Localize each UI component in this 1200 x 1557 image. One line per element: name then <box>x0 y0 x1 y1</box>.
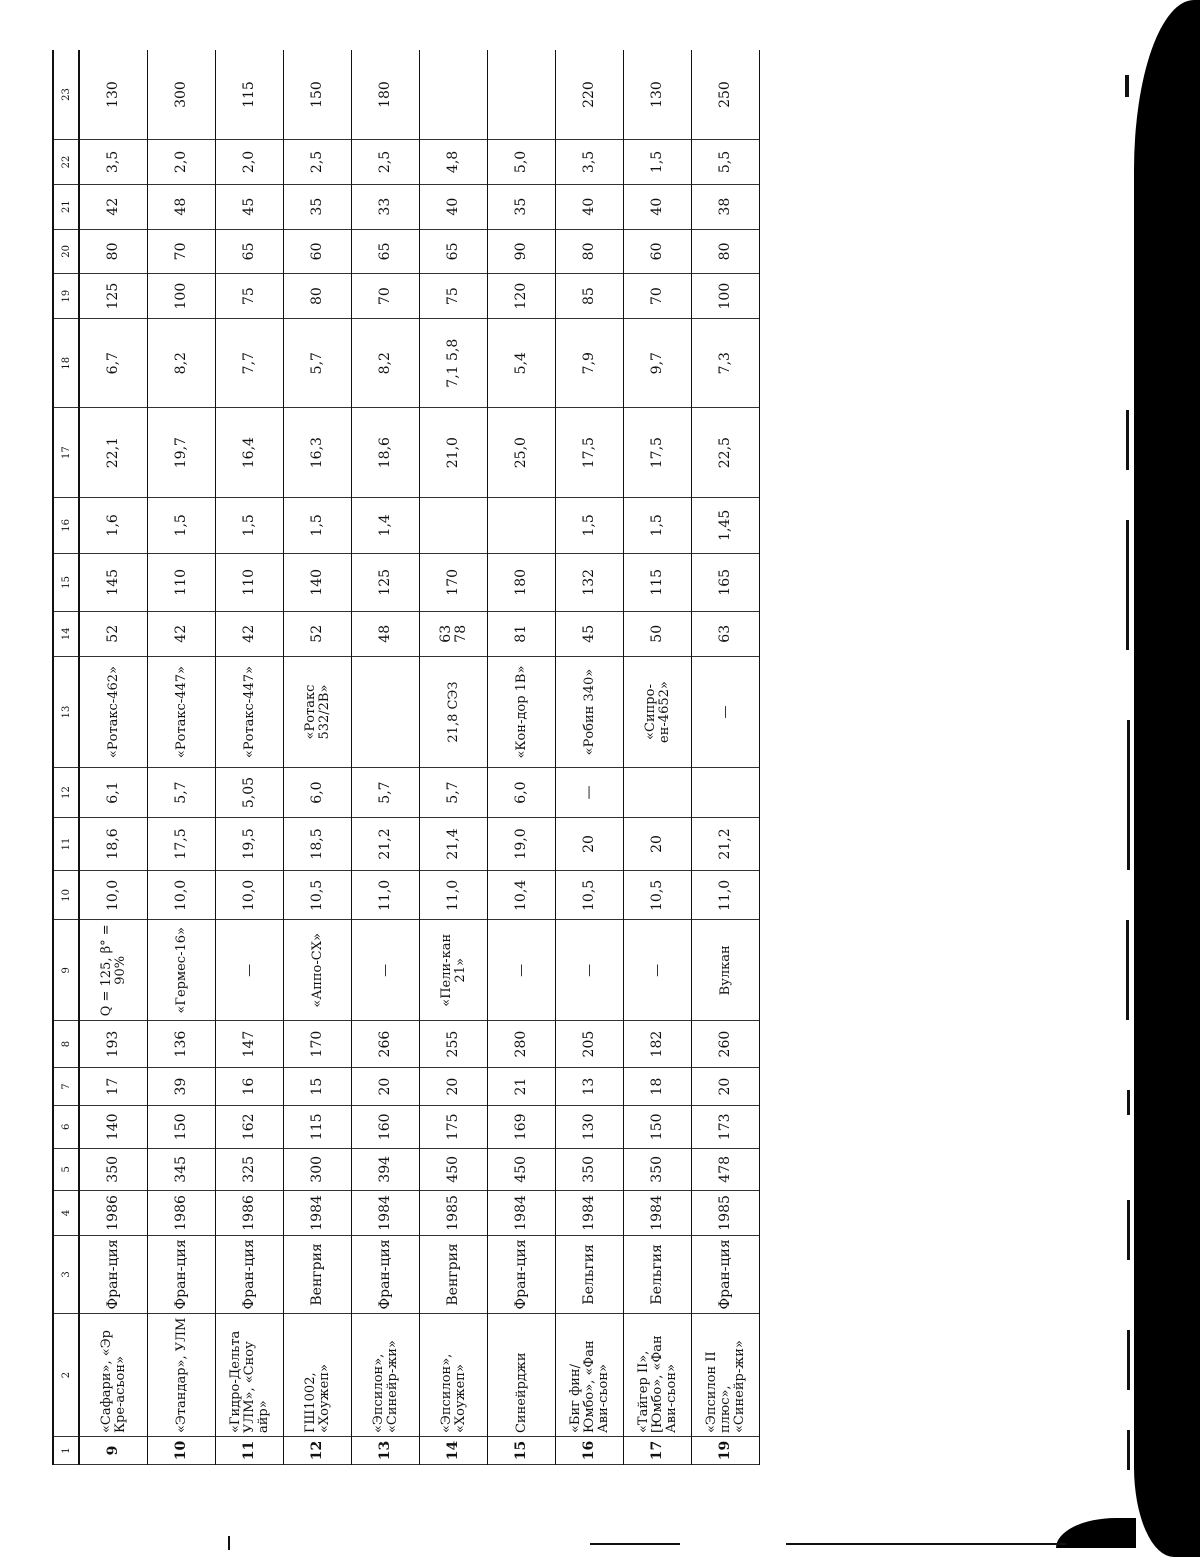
table-cell: 173 <box>692 1106 760 1148</box>
table-cell: Вулкан <box>692 920 760 1021</box>
table-cell: 6,1 <box>79 768 148 817</box>
table-cell: 18 <box>624 1068 692 1106</box>
table-cell: 170 <box>420 553 488 611</box>
table-cell: 1984 <box>284 1191 352 1236</box>
row-number-cell: 15 <box>488 1437 556 1465</box>
table-cell: 1984 <box>488 1191 556 1236</box>
table-cell: 45 <box>556 611 624 656</box>
table-cell: «Кон-дор 1В» <box>488 656 556 768</box>
table-cell: 65 <box>352 229 420 274</box>
table-cell: 40 <box>420 184 488 229</box>
table-cell: 193 <box>79 1021 148 1068</box>
table-cell: Фран-ция <box>216 1235 284 1313</box>
table-cell: «Гермес-16» <box>148 920 216 1021</box>
table-cell <box>352 656 420 768</box>
table-cell: 5,7 <box>420 768 488 817</box>
rotated-table <box>52 50 882 1465</box>
column-header: 16 <box>53 497 79 553</box>
table-cell: 48 <box>352 611 420 656</box>
table-cell: 20 <box>556 817 624 871</box>
table-cell: — <box>216 920 284 1021</box>
table-cell: 7,7 <box>216 318 284 407</box>
table-cell: 150 <box>284 50 352 140</box>
table-cell: 10,0 <box>79 871 148 920</box>
table-cell: 50 <box>624 611 692 656</box>
table-cell: 130 <box>624 50 692 140</box>
table-cell: 52 <box>284 611 352 656</box>
table-cell: 10,0 <box>216 871 284 920</box>
table-cell: 65 <box>216 229 284 274</box>
table-cell: 21,0 <box>420 408 488 497</box>
table-cell: — <box>352 920 420 1021</box>
table-cell: 125 <box>352 553 420 611</box>
table-cell: 125 <box>79 274 148 319</box>
table-cell: 22,1 <box>79 408 148 497</box>
table-cell: 450 <box>420 1148 488 1190</box>
row-number-cell: 17 <box>624 1437 692 1465</box>
table-cell: 15 <box>284 1068 352 1106</box>
table-cell: 169 <box>488 1106 556 1148</box>
row-number-cell: 10 <box>148 1437 216 1465</box>
table-cell: 1984 <box>556 1191 624 1236</box>
table-cell: 20 <box>420 1068 488 1106</box>
table-cell: 65 <box>420 229 488 274</box>
row-number-cell: 11 <box>216 1437 284 1465</box>
table-cell: 350 <box>556 1148 624 1190</box>
table-cell: 130 <box>79 50 148 140</box>
row-number-cell: 14 <box>420 1437 488 1465</box>
column-number-row <box>53 50 79 1465</box>
table-cell: 150 <box>624 1106 692 1148</box>
table-cell: 260 <box>692 1021 760 1068</box>
table-cell: 1986 <box>216 1191 284 1236</box>
table-cell: 180 <box>488 553 556 611</box>
table-row <box>624 50 692 1465</box>
table-cell: 18,6 <box>352 408 420 497</box>
table-cell: 180 <box>352 50 420 140</box>
scan-mark <box>1125 75 1129 97</box>
column-header: 21 <box>53 184 79 229</box>
table-cell: 6,0 <box>488 768 556 817</box>
table-cell: 25,0 <box>488 408 556 497</box>
table-cell: 17,5 <box>624 408 692 497</box>
table-cell: 2,0 <box>216 140 284 185</box>
table-cell: 42 <box>148 611 216 656</box>
column-header: 15 <box>53 553 79 611</box>
table-row <box>148 50 216 1465</box>
table-cell: 3,5 <box>556 140 624 185</box>
table-cell: 162 <box>216 1106 284 1148</box>
row-number-cell: 9 <box>79 1437 148 1465</box>
table-cell: 80 <box>556 229 624 274</box>
table-cell: 1,5 <box>148 497 216 553</box>
table-row <box>79 50 148 1465</box>
column-header: 6 <box>53 1106 79 1148</box>
table-cell: «Сипро-ен-4652» <box>624 656 692 768</box>
table-cell: 90 <box>488 229 556 274</box>
table-cell: 42 <box>79 184 148 229</box>
column-header: 5 <box>53 1148 79 1190</box>
table-cell: 60 <box>624 229 692 274</box>
table-cell: 17,5 <box>148 817 216 871</box>
column-header: 1 <box>53 1437 79 1465</box>
table-cell: 5,0 <box>488 140 556 185</box>
scan-mark <box>1126 520 1129 650</box>
table-cell: 136 <box>148 1021 216 1068</box>
aircraft-name-cell: «Сафари», «Эр Кре-асьон» <box>79 1314 148 1437</box>
table-body <box>53 50 760 1465</box>
table-cell: 85 <box>556 274 624 319</box>
table-row <box>352 50 420 1465</box>
table-cell: 1,5 <box>624 140 692 185</box>
table-cell: 11,0 <box>352 871 420 920</box>
table-cell: 75 <box>420 274 488 319</box>
scan-mark <box>1127 1430 1130 1470</box>
table-cell: 40 <box>624 184 692 229</box>
scan-mark <box>590 1543 680 1545</box>
column-header: 4 <box>53 1191 79 1236</box>
table-cell: 205 <box>556 1021 624 1068</box>
table-cell: 80 <box>284 274 352 319</box>
table-cell: 17,5 <box>556 408 624 497</box>
table-cell: «Ротакс-447» <box>216 656 284 768</box>
table-cell: 300 <box>148 50 216 140</box>
table-cell: 1,5 <box>624 497 692 553</box>
table-cell: 52 <box>79 611 148 656</box>
table-cell: 33 <box>352 184 420 229</box>
table-cell: 7,3 <box>692 318 760 407</box>
table-cell: 10,5 <box>556 871 624 920</box>
table-cell: 8,2 <box>148 318 216 407</box>
row-number-cell: 19 <box>692 1437 760 1465</box>
table-cell: 145 <box>79 553 148 611</box>
aircraft-name-cell: Синейрджи <box>488 1314 556 1437</box>
table-cell: 39 <box>148 1068 216 1106</box>
table-cell: 10,5 <box>624 871 692 920</box>
table-cell: 175 <box>420 1106 488 1148</box>
table-cell: — <box>488 920 556 1021</box>
table-cell: 100 <box>148 274 216 319</box>
table-cell <box>692 768 760 817</box>
table-cell: 1986 <box>148 1191 216 1236</box>
table-cell: 300 <box>284 1148 352 1190</box>
table-cell: 5,7 <box>352 768 420 817</box>
scanned-page-edge <box>1134 0 1200 1557</box>
table-cell: 19,0 <box>488 817 556 871</box>
scan-mark <box>1127 720 1130 870</box>
table-cell: 5,7 <box>284 318 352 407</box>
scan-mark <box>1126 920 1129 1020</box>
column-header: 12 <box>53 768 79 817</box>
column-header: 8 <box>53 1021 79 1068</box>
table-cell: 266 <box>352 1021 420 1068</box>
table-cell: 21,2 <box>352 817 420 871</box>
table-cell: 132 <box>556 553 624 611</box>
table-cell: — <box>624 920 692 1021</box>
table-cell <box>420 497 488 553</box>
table-cell <box>420 50 488 140</box>
table-cell: 1,5 <box>556 497 624 553</box>
column-header: 20 <box>53 229 79 274</box>
table-cell: Бельгия <box>624 1235 692 1313</box>
table-cell: 140 <box>79 1106 148 1148</box>
table-cell: — <box>556 768 624 817</box>
table-cell: 115 <box>216 50 284 140</box>
table-cell: 6,0 <box>284 768 352 817</box>
table-cell: «Аппо-СХ» <box>284 920 352 1021</box>
table-cell: 5,05 <box>216 768 284 817</box>
aircraft-name-cell: «Этандар», УЛМ <box>148 1314 216 1437</box>
scan-mark <box>1127 1330 1130 1390</box>
column-header: 9 <box>53 920 79 1021</box>
scan-mark <box>228 1536 230 1550</box>
column-header: 2 <box>53 1314 79 1437</box>
table-cell: «Робин 340» <box>556 656 624 768</box>
scan-mark <box>1127 1090 1130 1115</box>
table-cell: 7,9 <box>556 318 624 407</box>
table-cell: 255 <box>420 1021 488 1068</box>
table-row <box>692 50 760 1465</box>
table-cell: 350 <box>79 1148 148 1190</box>
table-cell: 7,1 5,8 <box>420 318 488 407</box>
table-cell: 2,5 <box>284 140 352 185</box>
table-row <box>488 50 556 1465</box>
table-cell: 345 <box>148 1148 216 1190</box>
table-cell: 1984 <box>624 1191 692 1236</box>
table-cell <box>488 497 556 553</box>
table-cell: 1986 <box>79 1191 148 1236</box>
table-cell: 5,7 <box>148 768 216 817</box>
table-cell: 110 <box>148 553 216 611</box>
table-cell: 40 <box>556 184 624 229</box>
table-cell: 9,7 <box>624 318 692 407</box>
table-cell: — <box>692 656 760 768</box>
column-header: 22 <box>53 140 79 185</box>
aircraft-name-cell: ГШ1002, «Хоужеп» <box>284 1314 352 1437</box>
table-cell: 140 <box>284 553 352 611</box>
table-cell: 81 <box>488 611 556 656</box>
table-cell: 21,4 <box>420 817 488 871</box>
table-cell: Венгрия <box>284 1235 352 1313</box>
table-cell: 394 <box>352 1148 420 1190</box>
table-cell: 110 <box>216 553 284 611</box>
aircraft-name-cell: «Биг фин/Юмбо», «Фан Ави-сьон» <box>556 1314 624 1437</box>
scan-mark <box>1126 410 1129 470</box>
table-cell: 17 <box>79 1068 148 1106</box>
table-cell: 478 <box>692 1148 760 1190</box>
table-cell: 115 <box>624 553 692 611</box>
table-cell: 1985 <box>420 1191 488 1236</box>
table-cell: 20 <box>352 1068 420 1106</box>
table-cell: 1,5 <box>216 497 284 553</box>
table-cell: 10,0 <box>148 871 216 920</box>
aircraft-name-cell: «Тайгер II», [Юмбо», «Фан Ави-сьон» <box>624 1314 692 1437</box>
table-cell: 115 <box>284 1106 352 1148</box>
table-row <box>284 50 352 1465</box>
table-cell: 80 <box>692 229 760 274</box>
table-cell: 182 <box>624 1021 692 1068</box>
table-cell: 75 <box>216 274 284 319</box>
table-cell: 80 <box>79 229 148 274</box>
table-cell: 5,5 <box>692 140 760 185</box>
table-cell: 18,6 <box>79 817 148 871</box>
column-header: 7 <box>53 1068 79 1106</box>
table-cell: 165 <box>692 553 760 611</box>
table-cell: 130 <box>556 1106 624 1148</box>
table-cell: Венгрия <box>420 1235 488 1313</box>
table-cell: 450 <box>488 1148 556 1190</box>
table-cell: 160 <box>352 1106 420 1148</box>
table-cell: 1,5 <box>284 497 352 553</box>
table-cell: 13 <box>556 1068 624 1106</box>
table-cell: 1985 <box>692 1191 760 1236</box>
table-cell: 280 <box>488 1021 556 1068</box>
table-cell: Бельгия <box>556 1235 624 1313</box>
table-row <box>420 50 488 1465</box>
table-cell: 70 <box>148 229 216 274</box>
table-cell: 150 <box>148 1106 216 1148</box>
table-cell: 147 <box>216 1021 284 1068</box>
table-cell: 16 <box>216 1068 284 1106</box>
aircraft-name-cell: «Эпсилон», «Синейр-жи» <box>352 1314 420 1437</box>
scan-mark <box>1127 1200 1130 1260</box>
column-header: 13 <box>53 656 79 768</box>
table-cell: «Ротакс-462» <box>79 656 148 768</box>
table-cell: 120 <box>488 274 556 319</box>
aircraft-name-cell: «Гидро-Дельта УЛМ», «Сноу айр» <box>216 1314 284 1437</box>
table-cell: 3,5 <box>79 140 148 185</box>
table-cell: 16,3 <box>284 408 352 497</box>
scan-mark <box>786 1543 1066 1545</box>
table-cell: Фран-ция <box>148 1235 216 1313</box>
table-cell: 21,8 СЭЗ <box>420 656 488 768</box>
scanned-page-edge-corner <box>1056 1518 1136 1548</box>
column-header: 19 <box>53 274 79 319</box>
table-cell: 10,4 <box>488 871 556 920</box>
table-cell: 11,0 <box>692 871 760 920</box>
table-cell: 1984 <box>352 1191 420 1236</box>
table-cell: 48 <box>148 184 216 229</box>
table-cell: 100 <box>692 274 760 319</box>
table-cell: 8,2 <box>352 318 420 407</box>
table-cell: 2,0 <box>148 140 216 185</box>
table-cell: 35 <box>488 184 556 229</box>
table-cell: «Ротакс-447» <box>148 656 216 768</box>
aircraft-spec-table <box>52 50 760 1465</box>
table-cell: 10,5 <box>284 871 352 920</box>
table-cell: 20 <box>692 1068 760 1106</box>
table-cell: 21,2 <box>692 817 760 871</box>
table-row <box>556 50 624 1465</box>
table-cell: 250 <box>692 50 760 140</box>
table-cell: 350 <box>624 1148 692 1190</box>
table-cell: 22,5 <box>692 408 760 497</box>
table-cell: 6,7 <box>79 318 148 407</box>
table-cell: 19,7 <box>148 408 216 497</box>
table-cell: Q = 125, β° = 90% <box>79 920 148 1021</box>
table-cell: 1,45 <box>692 497 760 553</box>
table-cell: 63 78 <box>420 611 488 656</box>
table-cell: «Пели-кан 21» <box>420 920 488 1021</box>
column-header: 18 <box>53 318 79 407</box>
table-row <box>216 50 284 1465</box>
row-number-cell: 13 <box>352 1437 420 1465</box>
table-cell: 20 <box>624 817 692 871</box>
table-cell: 42 <box>216 611 284 656</box>
table-cell: 170 <box>284 1021 352 1068</box>
table-cell: 220 <box>556 50 624 140</box>
table-cell: Фран-ция <box>352 1235 420 1313</box>
table-cell: 70 <box>352 274 420 319</box>
table-cell: Фран-ция <box>488 1235 556 1313</box>
column-header: 3 <box>53 1235 79 1313</box>
table-cell: 21 <box>488 1068 556 1106</box>
table-cell: 60 <box>284 229 352 274</box>
table-cell: 4,8 <box>420 140 488 185</box>
table-cell: Фран-ция <box>79 1235 148 1313</box>
table-cell: — <box>556 920 624 1021</box>
table-cell: 2,5 <box>352 140 420 185</box>
table-cell: «Ротакс 532/2В» <box>284 656 352 768</box>
table-cell: 38 <box>692 184 760 229</box>
table-cell: 19,5 <box>216 817 284 871</box>
table-cell: 70 <box>624 274 692 319</box>
table-cell: 18,5 <box>284 817 352 871</box>
table-cell <box>488 50 556 140</box>
row-number-cell: 12 <box>284 1437 352 1465</box>
table-cell: 16,4 <box>216 408 284 497</box>
column-header: 23 <box>53 50 79 140</box>
table-cell: 35 <box>284 184 352 229</box>
table-cell: 325 <box>216 1148 284 1190</box>
table-cell: 1,4 <box>352 497 420 553</box>
aircraft-name-cell: «Эпсилон II плюс», «Синейр-жи» <box>692 1314 760 1437</box>
column-header: 17 <box>53 408 79 497</box>
table-cell: Фран-ция <box>692 1235 760 1313</box>
column-header: 14 <box>53 611 79 656</box>
table-cell: 1,6 <box>79 497 148 553</box>
aircraft-name-cell: «Эпсилон», «Хоужеп» <box>420 1314 488 1437</box>
table-cell <box>624 768 692 817</box>
row-number-cell: 16 <box>556 1437 624 1465</box>
table-cell: 63 <box>692 611 760 656</box>
table-cell: 45 <box>216 184 284 229</box>
table-cell: 11,0 <box>420 871 488 920</box>
table-cell: 5,4 <box>488 318 556 407</box>
column-header: 11 <box>53 817 79 871</box>
column-header: 10 <box>53 871 79 920</box>
